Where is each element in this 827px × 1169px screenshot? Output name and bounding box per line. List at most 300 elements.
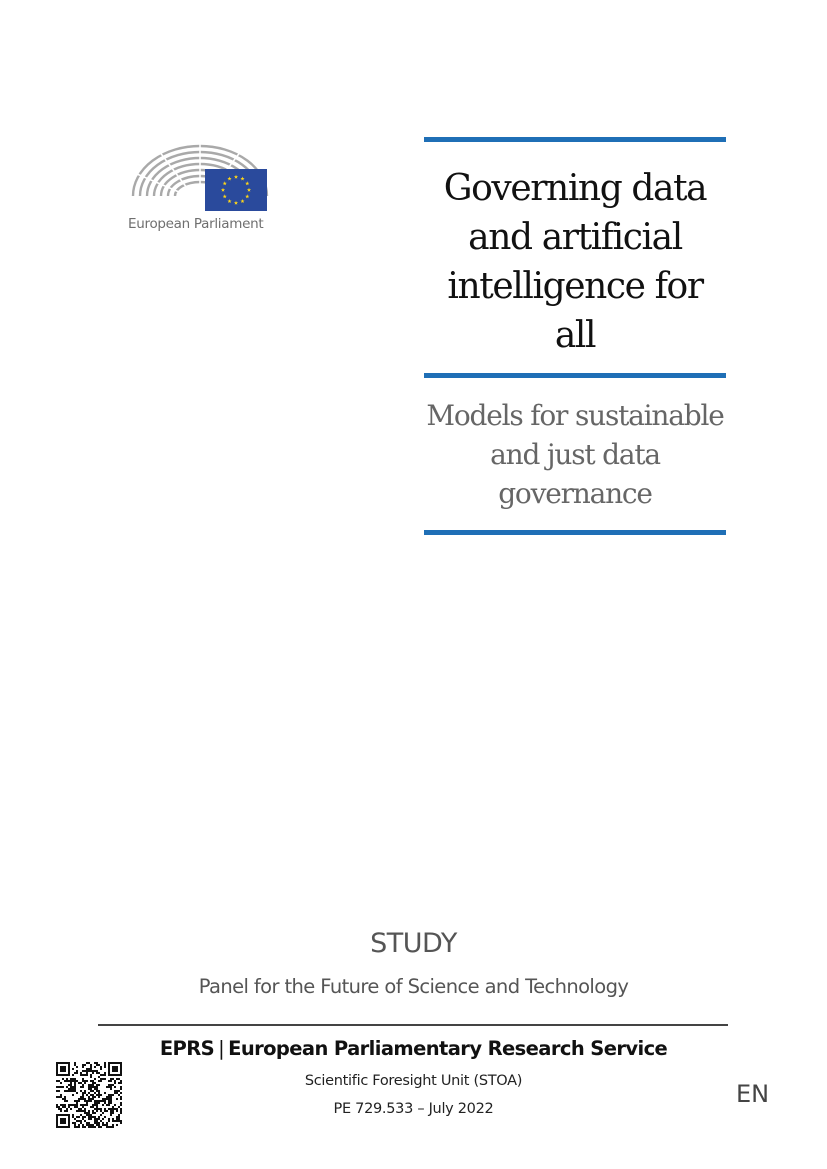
qr-module [102, 1122, 104, 1124]
qr-module [90, 1100, 92, 1102]
eu-stars-icon [205, 169, 267, 211]
qr-module [118, 1082, 120, 1084]
qr-module [108, 1126, 110, 1128]
qr-module [60, 1086, 62, 1088]
qr-module [82, 1098, 84, 1100]
qr-module [98, 1102, 100, 1104]
qr-module [56, 1104, 58, 1106]
qr-module [116, 1118, 118, 1120]
qr-module [74, 1084, 76, 1086]
qr-module [76, 1126, 78, 1128]
qr-module [88, 1116, 90, 1118]
qr-module [92, 1104, 94, 1106]
qr-module [72, 1088, 74, 1090]
qr-module [94, 1122, 96, 1124]
qr-module [82, 1080, 84, 1082]
qr-module [114, 1082, 116, 1084]
qr-module [108, 1100, 110, 1102]
eu-star [245, 194, 249, 198]
qr-module [98, 1124, 100, 1126]
qr-module [88, 1122, 90, 1124]
qr-module [86, 1062, 88, 1064]
qr-module [66, 1086, 68, 1088]
qr-module [110, 1126, 112, 1128]
qr-module [84, 1112, 86, 1114]
qr-module [74, 1106, 76, 1108]
qr-module [74, 1078, 76, 1080]
qr-module [56, 1090, 58, 1092]
qr-module [86, 1102, 88, 1104]
qr-module [116, 1098, 118, 1100]
qr-module [120, 1080, 122, 1082]
qr-module [96, 1110, 98, 1112]
qr-module [90, 1090, 92, 1092]
qr-module [76, 1080, 78, 1082]
qr-module [100, 1114, 102, 1116]
qr-module [86, 1074, 88, 1076]
qr-module [90, 1126, 92, 1128]
qr-module [106, 1104, 108, 1106]
qr-module [92, 1086, 94, 1088]
qr-module [112, 1106, 114, 1108]
qr-module [70, 1088, 72, 1090]
eu-star [221, 188, 225, 192]
qr-module [86, 1100, 88, 1102]
qr-module [98, 1096, 100, 1098]
qr-module [76, 1102, 78, 1104]
qr-module [74, 1082, 76, 1084]
qr-module [70, 1082, 72, 1084]
qr-module [98, 1094, 100, 1096]
qr-module [96, 1100, 98, 1102]
qr-module [102, 1104, 104, 1106]
qr-module [74, 1088, 76, 1090]
qr-module [104, 1062, 106, 1064]
qr-module [120, 1122, 122, 1124]
qr-module [100, 1126, 102, 1128]
qr-module [92, 1112, 94, 1114]
qr-module [114, 1086, 116, 1088]
qr-module [118, 1116, 120, 1118]
qr-module [94, 1096, 96, 1098]
qr-module [90, 1076, 92, 1078]
qr-module [120, 1096, 122, 1098]
qr-module [58, 1080, 60, 1082]
qr-module [90, 1124, 92, 1126]
qr-module [88, 1086, 90, 1088]
qr-module [76, 1072, 78, 1074]
qr-module [100, 1080, 102, 1082]
qr-module [98, 1118, 100, 1120]
qr-module [70, 1104, 72, 1106]
qr-module [104, 1064, 106, 1066]
eu-star [223, 181, 227, 185]
eu-star [227, 177, 231, 181]
qr-module [80, 1096, 82, 1098]
qr-module [104, 1100, 106, 1102]
qr-module [112, 1108, 114, 1110]
qr-module [80, 1090, 82, 1092]
eprs-separator: | [218, 1037, 225, 1060]
qr-module [92, 1096, 94, 1098]
qr-module [74, 1124, 76, 1126]
qr-module [60, 1082, 62, 1084]
qr-module [90, 1068, 92, 1070]
qr-module [80, 1120, 82, 1122]
qr-module [84, 1082, 86, 1084]
qr-module [90, 1118, 92, 1120]
qr-module [108, 1120, 110, 1122]
qr-module [62, 1104, 64, 1106]
qr-module [88, 1126, 90, 1128]
qr-module [72, 1086, 74, 1088]
qr-module [116, 1092, 118, 1094]
qr-module [62, 1078, 64, 1080]
qr-module [82, 1066, 84, 1068]
qr-module [96, 1120, 98, 1122]
qr-module [104, 1108, 106, 1110]
eu-star [240, 199, 244, 203]
qr-module [104, 1072, 106, 1074]
eu-star [247, 188, 251, 192]
qr-module [94, 1108, 96, 1110]
qr-module [110, 1088, 112, 1090]
qr-module [68, 1080, 70, 1082]
qr-module [106, 1126, 108, 1128]
qr-module [72, 1114, 74, 1116]
qr-module [80, 1098, 82, 1100]
qr-module [96, 1094, 98, 1096]
qr-module [120, 1108, 122, 1110]
qr-module [78, 1110, 80, 1112]
qr-module [64, 1090, 66, 1092]
qr-module [102, 1078, 104, 1080]
qr-module [62, 1086, 64, 1088]
qr-module [94, 1070, 96, 1072]
qr-module [116, 1116, 118, 1118]
title-middle-rule [424, 373, 726, 378]
qr-module [108, 1080, 110, 1082]
qr-module [82, 1074, 84, 1076]
qr-module [112, 1118, 114, 1120]
qr-module [96, 1088, 98, 1090]
qr-module [68, 1104, 70, 1106]
qr-module [76, 1104, 78, 1106]
qr-module [118, 1118, 120, 1120]
qr-module [58, 1108, 60, 1110]
qr-module [110, 1094, 112, 1096]
qr-module [82, 1096, 84, 1098]
qr-module [106, 1124, 108, 1126]
qr-module [94, 1116, 96, 1118]
qr-module [88, 1068, 90, 1070]
qr-module [56, 1106, 58, 1108]
qr-module [96, 1102, 98, 1104]
qr-module [92, 1116, 94, 1118]
qr-module [106, 1086, 108, 1088]
qr-module [90, 1116, 92, 1118]
qr-module [118, 1090, 120, 1092]
qr-module [120, 1086, 122, 1088]
document-subtitle: Models for sustainable and just data governance [426, 399, 724, 510]
qr-module [96, 1072, 98, 1074]
qr-module [112, 1084, 114, 1086]
qr-module [86, 1114, 88, 1116]
qr-module [84, 1074, 86, 1076]
qr-module [112, 1112, 114, 1114]
eu-star [223, 194, 227, 198]
qr-module [82, 1106, 84, 1108]
qr-module [80, 1104, 82, 1106]
qr-module [102, 1074, 104, 1076]
qr-module [82, 1078, 84, 1080]
qr-module [58, 1086, 60, 1088]
qr-module [84, 1092, 86, 1094]
qr-module [98, 1080, 100, 1082]
qr-module [70, 1084, 72, 1086]
qr-module [74, 1126, 76, 1128]
qr-module [84, 1110, 86, 1112]
qr-module [110, 1078, 112, 1080]
qr-module [88, 1110, 90, 1112]
qr-module [64, 1098, 66, 1100]
qr-module [74, 1086, 76, 1088]
qr-module [118, 1078, 120, 1080]
document-title: Governing data and artificial intelligence for all [443, 168, 707, 356]
qr-module [74, 1104, 76, 1106]
qr-module [110, 1112, 112, 1114]
eu-star [227, 199, 231, 203]
qr-module [92, 1090, 94, 1092]
qr-module [96, 1108, 98, 1110]
qr-module [94, 1078, 96, 1080]
qr-module [94, 1066, 96, 1068]
qr-module [110, 1108, 112, 1110]
eprs-heading [0, 1037, 827, 1060]
qr-module [78, 1100, 80, 1102]
qr-module [74, 1072, 76, 1074]
panel-name: Panel for the Future of Science and Technology [198, 975, 629, 998]
qr-module [60, 1094, 62, 1096]
qr-module [120, 1088, 122, 1090]
qr-module [64, 1096, 66, 1098]
qr-module [100, 1068, 102, 1070]
qr-module [108, 1084, 110, 1086]
qr-module [74, 1064, 76, 1066]
qr-module [104, 1102, 106, 1104]
qr-module [108, 1096, 110, 1098]
qr-module [84, 1098, 86, 1100]
qr-module [96, 1124, 98, 1126]
qr-module [92, 1080, 94, 1082]
qr-module [96, 1062, 98, 1064]
qr-module [92, 1126, 94, 1128]
qr-module [86, 1070, 88, 1072]
qr-module [82, 1110, 84, 1112]
qr-module [110, 1102, 112, 1104]
qr-module [106, 1122, 108, 1124]
qr-module [88, 1112, 90, 1114]
qr-module [120, 1102, 122, 1104]
qr-module [98, 1116, 100, 1118]
qr-module [78, 1126, 80, 1128]
eu-star [234, 175, 238, 179]
qr-module [98, 1076, 100, 1078]
qr-module [96, 1064, 98, 1066]
qr-module [60, 1118, 66, 1124]
qr-module [94, 1100, 96, 1102]
qr-module [80, 1114, 82, 1116]
qr-module [72, 1074, 74, 1076]
qr-module [86, 1104, 88, 1106]
qr-module [64, 1106, 66, 1108]
qr-module [92, 1098, 94, 1100]
qr-module [80, 1108, 82, 1110]
qr-module [96, 1122, 98, 1124]
qr-module [74, 1062, 76, 1064]
eprs-full-name: European Parliamentary Research Service [228, 1037, 668, 1060]
qr-module [82, 1118, 84, 1120]
qr-module [86, 1068, 88, 1070]
qr-module [70, 1080, 72, 1082]
qr-module [114, 1120, 116, 1122]
qr-module [96, 1118, 98, 1120]
qr-module [98, 1084, 100, 1086]
title-top-rule [424, 137, 726, 142]
qr-module [86, 1072, 88, 1074]
qr-module [96, 1106, 98, 1108]
qr-module [120, 1098, 122, 1100]
qr-module [94, 1126, 96, 1128]
qr-module [90, 1066, 92, 1068]
qr-module [102, 1124, 104, 1126]
qr-module [112, 1094, 114, 1096]
qr-module [64, 1104, 66, 1106]
qr-module [100, 1100, 102, 1102]
qr-module [82, 1104, 84, 1106]
qr-module [74, 1118, 76, 1120]
qr-module [94, 1112, 96, 1114]
qr-module [80, 1122, 82, 1124]
qr-module [94, 1086, 96, 1088]
qr-module [80, 1110, 82, 1112]
qr-module [84, 1080, 86, 1082]
qr-module [120, 1104, 122, 1106]
qr-module [72, 1116, 74, 1118]
qr-module [76, 1070, 78, 1072]
qr-module [88, 1088, 90, 1090]
qr-module [94, 1062, 96, 1064]
qr-module [82, 1116, 84, 1118]
qr-module [92, 1082, 94, 1084]
qr-module [90, 1070, 92, 1072]
qr-module [120, 1120, 122, 1122]
qr-module [96, 1086, 98, 1088]
qr-module [76, 1092, 78, 1094]
qr-module [72, 1090, 74, 1092]
qr-module [90, 1086, 92, 1088]
qr-module [114, 1104, 116, 1106]
qr-module [100, 1110, 102, 1112]
qr-module [102, 1118, 104, 1120]
qr-module [98, 1100, 100, 1102]
qr-module [82, 1086, 84, 1088]
footer-divider [98, 1024, 728, 1026]
qr-module [82, 1064, 84, 1066]
qr-module [98, 1090, 100, 1092]
title-bottom-rule [424, 530, 726, 535]
qr-module [98, 1126, 100, 1128]
qr-module [64, 1110, 66, 1112]
qr-module [78, 1116, 80, 1118]
qr-module [70, 1108, 72, 1110]
qr-module [112, 1110, 114, 1112]
qr-module [84, 1064, 86, 1066]
qr-module [104, 1066, 106, 1068]
qr-module [120, 1112, 122, 1114]
document-type-label: STUDY [370, 928, 457, 959]
qr-module [98, 1064, 100, 1066]
qr-module [82, 1092, 84, 1094]
qr-module [92, 1072, 94, 1074]
qr-module [112, 1066, 118, 1072]
qr-module [58, 1090, 60, 1092]
qr-module [106, 1098, 108, 1100]
qr-module [66, 1110, 68, 1112]
qr-module [72, 1094, 74, 1096]
qr-module [76, 1100, 78, 1102]
eu-star [234, 201, 238, 205]
qr-module [110, 1086, 112, 1088]
qr-module [76, 1106, 78, 1108]
eu-star [245, 181, 249, 185]
qr-module [94, 1088, 96, 1090]
qr-module [80, 1074, 82, 1076]
qr-module [108, 1102, 110, 1104]
qr-module [114, 1090, 116, 1092]
qr-module [76, 1066, 78, 1068]
qr-module [116, 1110, 118, 1112]
qr-module [66, 1108, 68, 1110]
qr-module [72, 1122, 74, 1124]
eu-flag [205, 169, 267, 211]
qr-module [118, 1114, 120, 1116]
qr-module [96, 1084, 98, 1086]
qr-module [92, 1094, 94, 1096]
qr-module [72, 1080, 74, 1082]
qr-module [98, 1072, 100, 1074]
qr-module [78, 1124, 80, 1126]
qr-module [90, 1098, 92, 1100]
qr-module [88, 1124, 90, 1126]
qr-module [82, 1124, 84, 1126]
qr-module [116, 1078, 118, 1080]
qr-module [66, 1090, 68, 1092]
qr-module [84, 1116, 86, 1118]
publication-reference: PE 729.533 – July 2022 [333, 1101, 494, 1117]
qr-module [60, 1096, 62, 1098]
qr-module [60, 1066, 66, 1072]
qr-module [92, 1124, 94, 1126]
qr-module [108, 1094, 110, 1096]
qr-module [100, 1120, 102, 1122]
qr-module [84, 1108, 86, 1110]
qr-module [116, 1124, 118, 1126]
qr-module [68, 1090, 70, 1092]
qr-module [78, 1082, 80, 1084]
qr-module [110, 1100, 112, 1102]
qr-module [112, 1078, 114, 1080]
